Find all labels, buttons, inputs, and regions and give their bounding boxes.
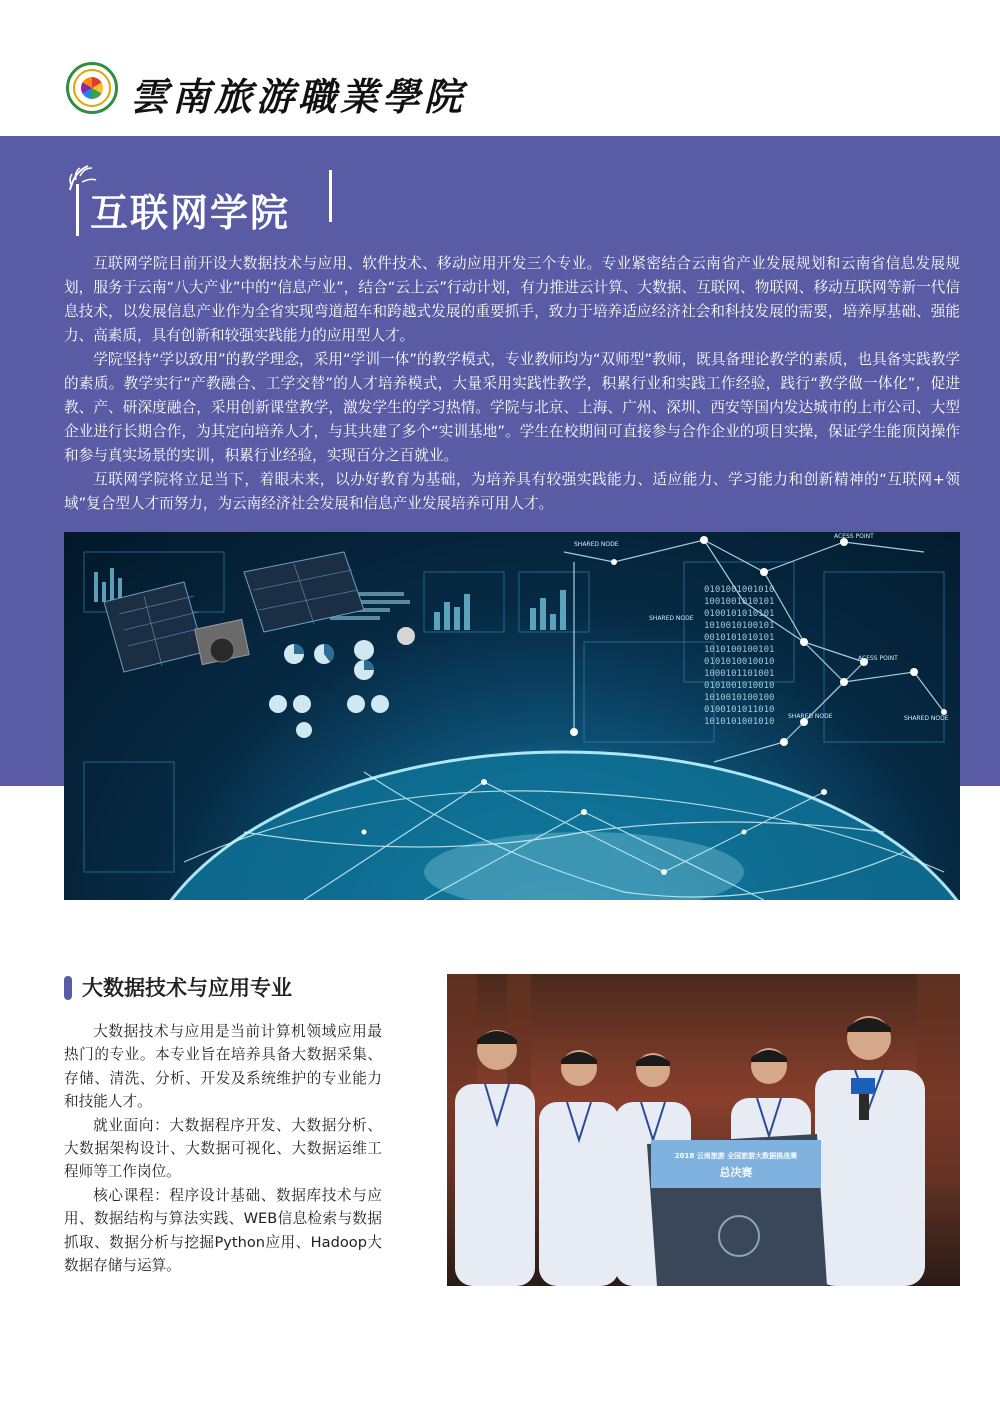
title-accent-bar — [64, 976, 72, 1000]
svg-text:1010100100101: 1010100100101 — [704, 645, 775, 655]
school-emblem-icon — [66, 62, 118, 114]
major-paragraph-2: 就业面向：大数据程序开发、大数据分析、大数据架构设计、大数据可视化、大数据运维工程师等工作岗位。 — [64, 1116, 382, 1181]
banner-line-1: 2018 云南旅游 全国旅游大数据挑战赛 — [674, 1152, 798, 1160]
svg-text:0101001010010: 0101001010010 — [704, 681, 775, 691]
svg-text:1000101101001: 1000101101001 — [704, 669, 775, 679]
major-text — [64, 1020, 382, 1277]
section-title-block — [64, 160, 334, 240]
major-paragraph-1: 大数据技术与应用是当前计算机领域应用最热门的专业。本专业旨在培养具备大数据采集、存储、清洗、分析、开发及系统维护的专业能力和技能人才。 — [64, 1023, 382, 1111]
hero-illustration — [64, 532, 960, 900]
major-title: 大数据技术与应用专业 — [82, 976, 292, 1000]
hero-tech-image — [64, 532, 960, 900]
banner-line-2: 总决赛 — [719, 1166, 753, 1179]
hero-label-3: ACESS POINT — [834, 533, 874, 540]
section-title: 互联网学院 — [90, 191, 291, 235]
svg-text:1010010100101: 1010010100101 — [704, 621, 775, 631]
svg-text:0101001001010: 0101001001010 — [704, 585, 775, 595]
intro-paragraph-1: 互联网学院目前开设大数据技术与应用、软件技术、移动应用开发三个专业。专业紧密结合云南省产业发展规划和云南省信息发展规划，服务于云南“八大产业”中的“信息产业”，结合“云上云”行动计划，有力推进云计算、大数据、互联网、物联网、移动互联网等新一代信息技术，以发展信息产业作为全省实现弯道超车和跨越式发展的重要抓手，致力于培养适应经济社会和科技发展的需要，培养厚基础、强能力、高素质，具有创新和较强实践能力的应用型人才。 — [64, 255, 960, 344]
major-paragraph-3: 核心课程：程序设计基础、数据库技术与应用、数据结构与算法实践、WEB信息检索与数据抓取、数据分析与挖掘Python应用、Hadoop大数据存储与运算。 — [64, 1186, 382, 1275]
svg-text:0100101011010: 0100101011010 — [704, 705, 775, 715]
competition-illustration — [447, 974, 960, 1286]
hero-label-6: SHARED NODE — [904, 715, 949, 722]
intro-text — [64, 252, 960, 516]
page-header — [0, 0, 1000, 136]
svg-text:0100101010101: 0100101010101 — [704, 609, 775, 619]
intro-paragraph-2: 学院坚持“学以致用”的教学理念，采用“学训一体”的教学模式，专业教师均为“双师型”教师，既具备理论教学的素质，也具备实践教学的素质。教学实行“产教融合、工学交替”的人才培养模式，大量采用实践性教学，积累行业和实践工作经验，践行“教学做一体化”，促进教、产、研深度融合，采用创新课堂教学，激发学生的学习热情。学院与北京、上海、广州、深圳、西安等国内发达城市的上市公司、大型企业进行长期合作，为其定向培养人才，与其共建了多个“实训基地”。学生在校期间可直接参与合作企业的项目实操，保证学生能顶岗操作和参与真实场景的实训，积累行业经验，实现百分之百就业。 — [64, 351, 960, 464]
podium — [647, 1134, 827, 1286]
competition-photo — [447, 974, 960, 1286]
svg-text:1010101001010: 1010101001010 — [704, 717, 775, 727]
intro-paragraph-3: 互联网学院将立足当下，着眼未来，以办好教育为基础，为培养具有较强实践能力、适应能力、学习能力和创新精神的“互联网+领域”复合型人才而努力，为云南经济社会发展和信息产业发展培养可用人才。 — [64, 471, 960, 512]
svg-text:0010101010101: 0010101010101 — [704, 633, 775, 643]
hero-label-2: SHARED NODE — [649, 615, 694, 622]
hero-label-1: SHARED NODE — [574, 541, 619, 548]
svg-text:1001001010101: 1001001010101 — [704, 597, 775, 607]
hero-label-4: ACESS POINT — [858, 655, 898, 662]
hero-label-5: SHARED NODE — [788, 713, 833, 720]
school-name: 雲南旅游職業學院 — [130, 74, 467, 119]
svg-text:0101010010010: 0101010010010 — [704, 657, 775, 667]
svg-text:1010010100100: 1010010100100 — [704, 693, 775, 703]
earth-globe-icon — [134, 752, 960, 900]
